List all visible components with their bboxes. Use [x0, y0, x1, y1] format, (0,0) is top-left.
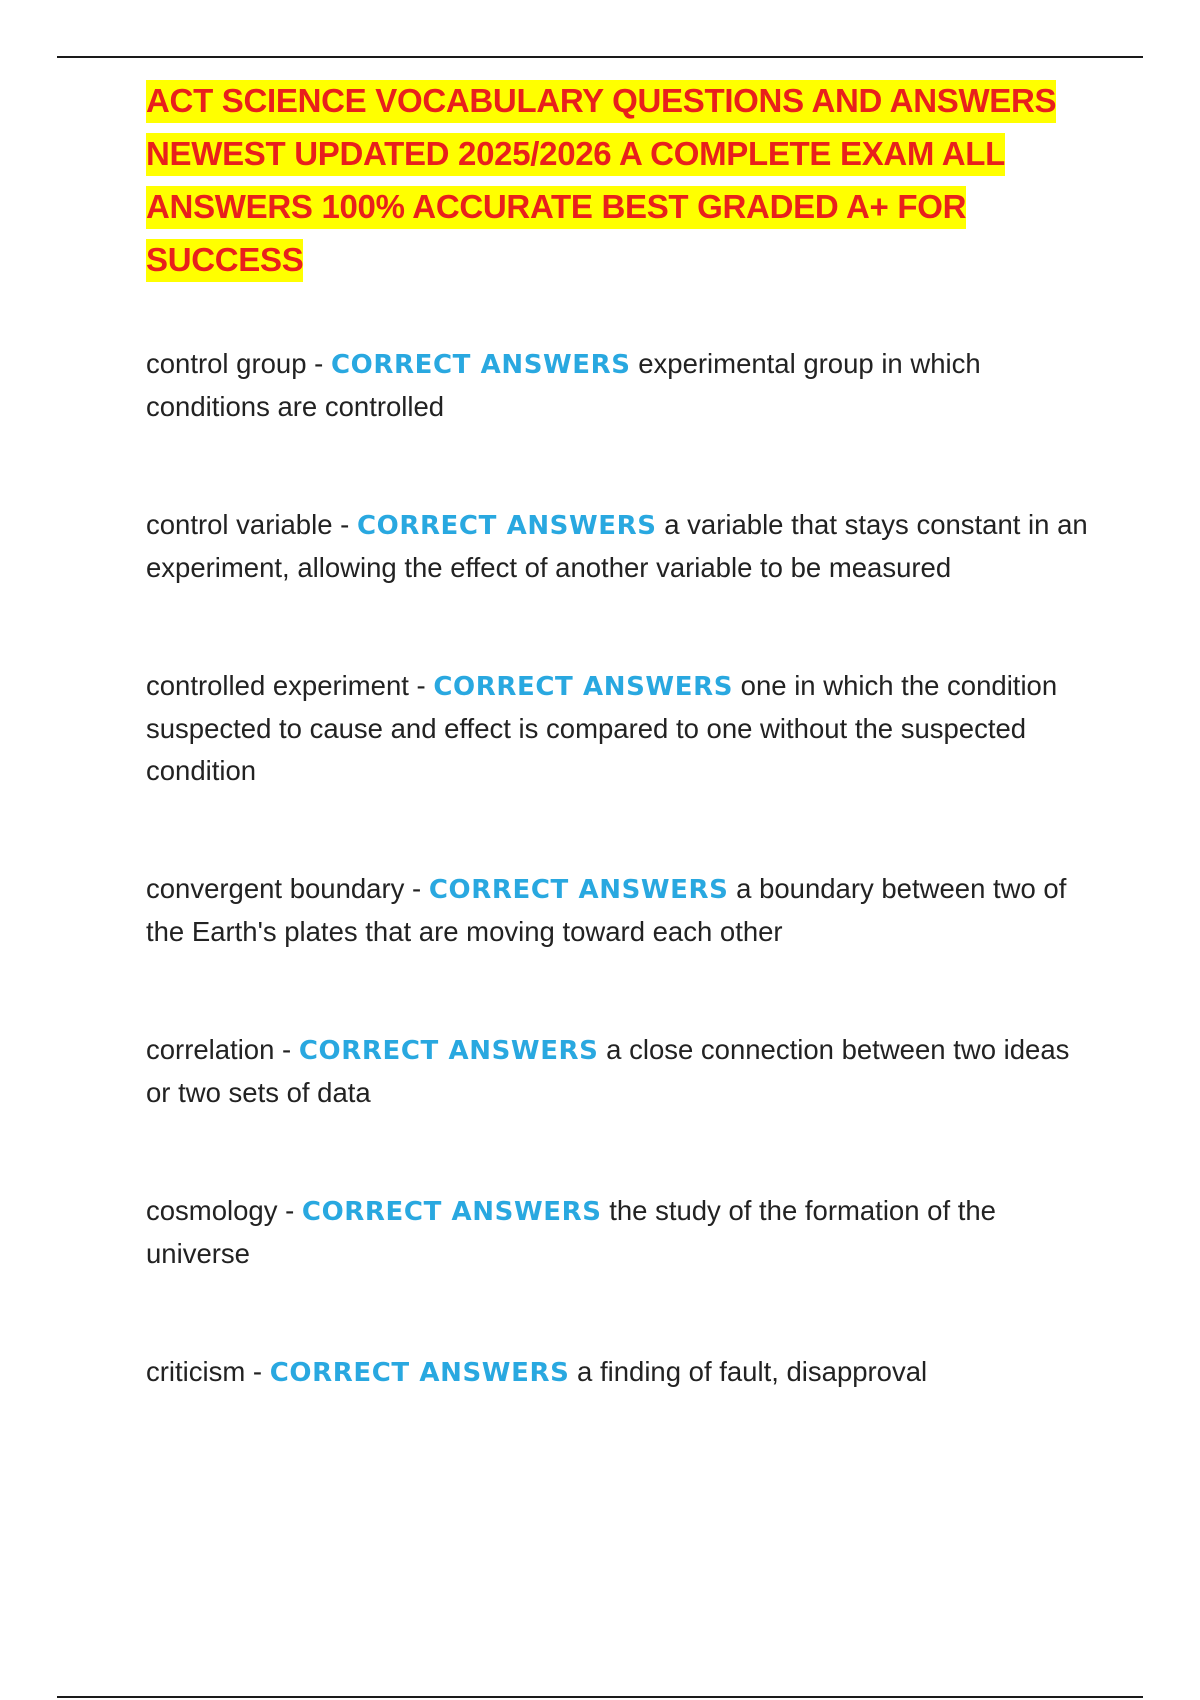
vocab-entry: [146, 868, 1096, 953]
vocab-definition: a close connection between two ideas or two sets of data: [146, 1034, 1070, 1108]
vocab-entry: [146, 665, 1096, 792]
correct-answers-label: CORRECT ANSWERS: [298, 1036, 599, 1066]
vocab-entry: [146, 1029, 1096, 1114]
vocab-entry: [146, 1351, 1096, 1394]
correct-answers-label: CORRECT ANSWERS: [269, 1358, 570, 1388]
vocab-definition: the study of the formation of the universe: [146, 1195, 996, 1269]
vocab-entry: [146, 504, 1096, 589]
vocab-entry: [146, 1190, 1096, 1275]
vocab-term: cosmology: [146, 1195, 278, 1226]
term-separator: -: [332, 509, 357, 540]
correct-answers-label: CORRECT ANSWERS: [330, 350, 631, 380]
top-divider: [57, 56, 1143, 58]
page-content: [146, 74, 1096, 1470]
vocab-definition: one in which the condition suspected to cause and effect is compared to one without the suspected condition: [146, 670, 1058, 786]
correct-answers-label: CORRECT ANSWERS: [428, 875, 729, 905]
vocab-term: correlation: [146, 1034, 275, 1065]
bottom-divider: [57, 1696, 1143, 1698]
correct-answers-label: CORRECT ANSWERS: [301, 1197, 602, 1227]
term-separator: -: [245, 1356, 270, 1387]
vocab-definition: a boundary between two of the Earth's plates that are moving toward each other: [146, 873, 1067, 947]
vocab-term: control variable: [146, 509, 333, 540]
term-separator: -: [274, 1034, 299, 1065]
vocab-term: convergent boundary: [146, 873, 405, 904]
vocab-definition: experimental group in which conditions are controlled: [146, 348, 981, 422]
term-separator: -: [277, 1195, 302, 1226]
term-separator: -: [404, 873, 429, 904]
vocabulary-list: [146, 343, 1096, 1394]
correct-answers-label: CORRECT ANSWERS: [433, 672, 734, 702]
correct-answers-label: CORRECT ANSWERS: [356, 511, 657, 541]
vocab-entry: [146, 343, 1096, 428]
vocab-definition: a variable that stays constant in an experiment, allowing the effect of another variable to be measured: [146, 509, 1088, 583]
vocab-term: controlled experiment: [146, 670, 409, 701]
document-title-text: ACT SCIENCE VOCABULARY QUESTIONS AND ANSWERS NEWEST UPDATED 2025/2026 A COMPLETE EXAM ALL ANSWERS 100% ACCURATE BEST GRADED A+ FOR SUCCESS: [146, 80, 1056, 282]
vocab-term: control group: [146, 348, 307, 379]
vocab-term: criticism: [146, 1356, 246, 1387]
term-separator: -: [408, 670, 434, 701]
term-separator: -: [306, 348, 331, 379]
vocab-definition: a finding of fault, disapproval: [577, 1356, 928, 1387]
document-title: [146, 74, 1096, 286]
